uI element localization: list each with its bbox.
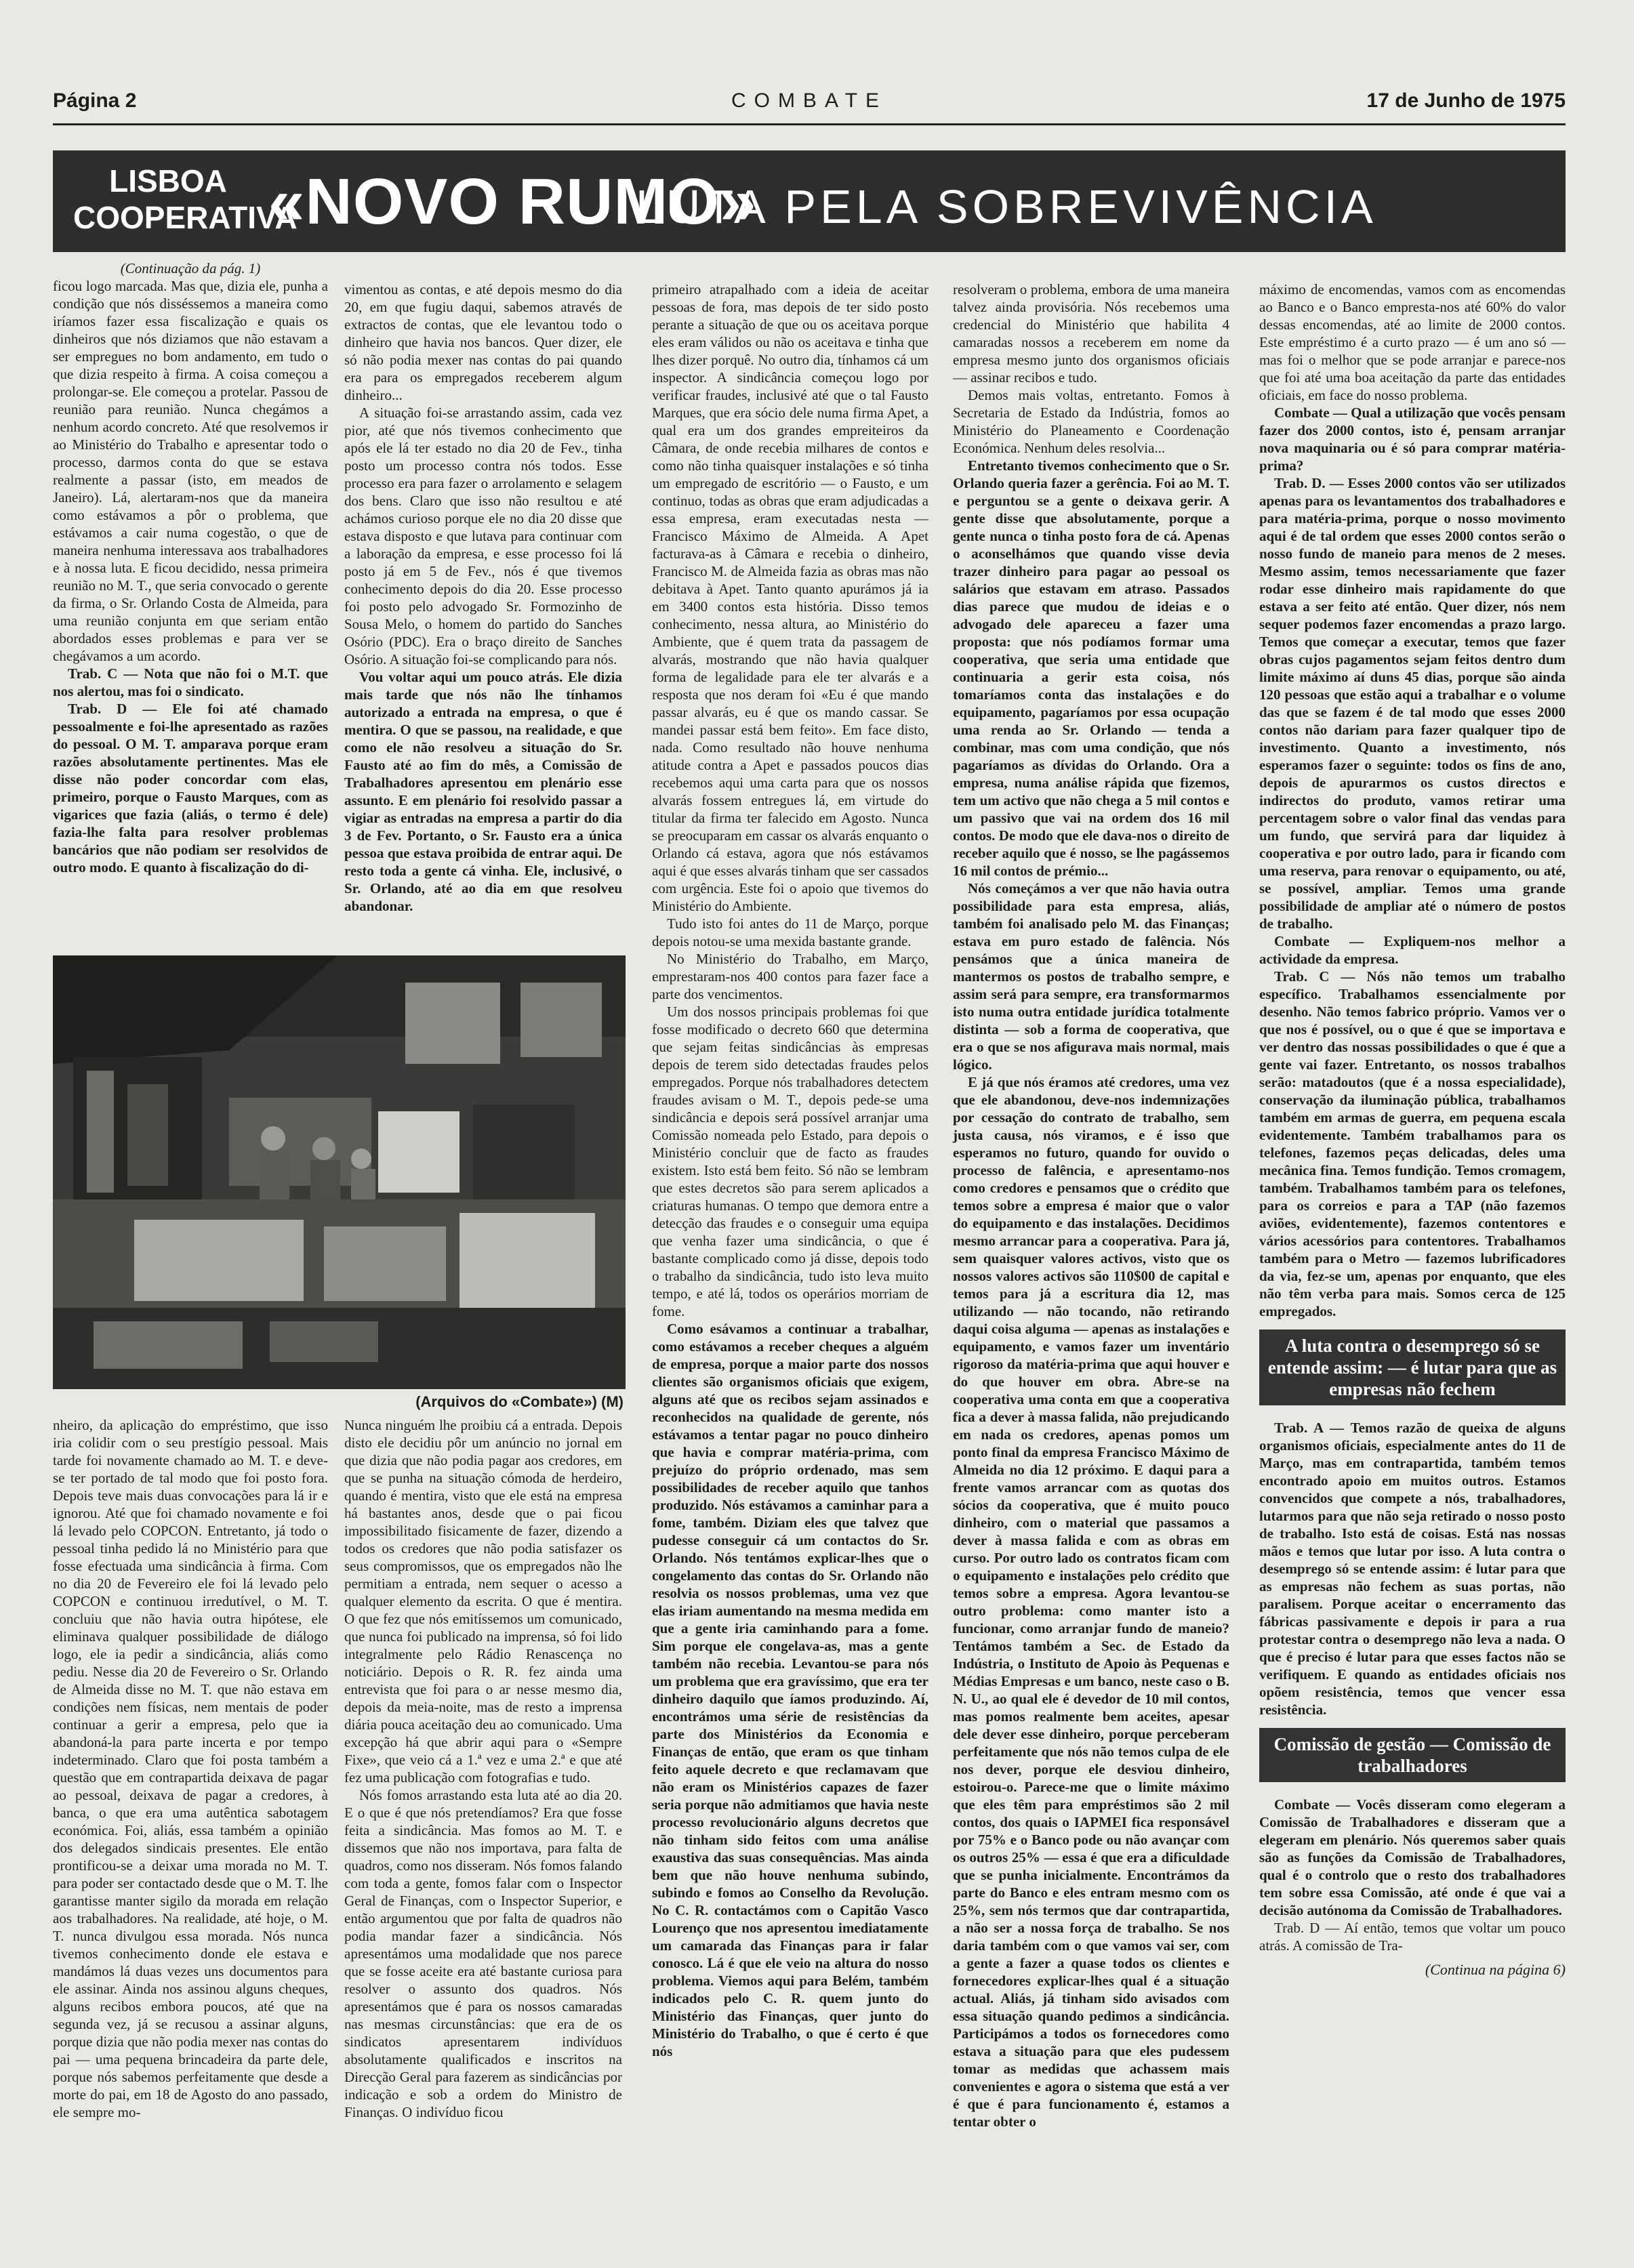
kicker-line-2: COOPERATIVA bbox=[73, 200, 298, 235]
headline-kicker bbox=[73, 163, 298, 236]
paragraph: primeiro atrapalhado com a ideia de aceitar pessoas de fora, mas depois de ter sido posto perante a situação de que ou os aceitava porque eles eram válidos ou não os aceitava e tinha que lhes dizer porquê. No outro dia, tínhamos cá um inspector. A sindicância começou logo por verificar fraudes, inclusivé até que o tal Fausto Marques, que era sócio dele numa firma Apet, a qual era um dos grandes empreiteiros da Câmara, de onde recebia milhares de contos e como não tinha quaisquer instalações e só tinha um empregado de escritório — o Fausto, e um continuo, todas as obras que eram adjudicadas a essa empresa, eram executadas nesta — Francisco Máximo de Almeida. A Apet facturava-as à Câmara e recebia o dinheiro, Francisco M. de Almeida fazia as obras mas não debitava à Apet. Tanto quanto apurámos já ia em 3400 contos esta história. Disso temos conhecimento, nessa altura, ao Ministério do Ambiente, que é quem trata da passagem de alvarás, mostrando que não havia qualquer forma de legalidade para ele ter alvarás e a resposta que nos deram foi «Eu é que mando passar alvarás, eu é que os mando cassar. Se mandei passar está bem feito». Em face disto, nada. Como resultado não houve nenhuma atitude contra a Apet e passados poucos dias recebemos aqui uma carta para que os nossos alvarás fossem entregues lá, em virtude do titular da firma ter falecido em Agosto. Nunca se preocuparam em cassar os alvarás enquanto o Orlando cá estava, agora que nós estávamos aqui é que esses alvarás tinham que ser cassados com urgência. Este foi o apoio que tivemos do Ministério do Ambiente. bbox=[652, 281, 928, 914]
column-3 bbox=[652, 281, 928, 2060]
column-2 bbox=[344, 281, 622, 915]
paragraph: máximo de encomendas, vamos com as encomendas ao Banco e o Banco empresta-nos até 60% do valor dessas encomendas, até ao limite de 2000 contos. Este empréstimo é a curto prazo — é um ano só — mas foi o melhor que se pode arranjar e parece-nos que foi até uma boa aceitação da parte das entidades oficiais, em face do nosso problema. bbox=[1259, 281, 1566, 403]
continued-to: (Continua na página 6) bbox=[1425, 1961, 1566, 1978]
paragraph: nheiro, da aplicação do empréstimo, que isso iria colidir com o seu prestígio pessoal. Mais tarde foi novamente chamado ao M. T. e deve-se ter portado de tal modo que foi posto fora. Depois teve mais duas convocações para lá ir e ignorou. Até que foi chamado novamente e foi lá levado pelo COPCON. Entretanto, já todo o pessoal tinha pedido lá no Ministério para que fosse efectuada uma sindicância à firma. Com no dia 20 de Fevereiro ele foi lá levado pelo COPCON e continuou irredutível, o M. T. concluiu que não havia outra hipótese, ele eliminava qualquer possibilidade de diálogo logo, ele ia pedir a sindicância, aliás como pediu. Nesse dia 20 de Fevereiro o Sr. Orlando de Almeida disse no M. T. que não estava em condições nem físicas, nem mentais de poder continuar a gerir a empresa, pelo que ia abandoná-la para parte incerta e por tempo indeterminado. Claro que foi posta também a questão que em contrapartida deixava de pagar ao pessoal, deixava de pagar a credores, à banca, o que era uma autêntica sabotagem económica. Foi, aliás, essa também a opinião dos delegados sindicais presentes. Ele então prontificou-se a deixar uma morada no M. T. para poder ser contactado desde que o M. T. lhe garantisse manter sigilo da morada em relação aos trabalhadores. Na realidade, até hoje, o M. T. nunca divulgou essa morada. Nós nunca tivemos conhecimento donde ele estava e mandámos lá duas vezes uns documentos para ele assinar. Ainda nos assinou alguns cheques, alguns recibos embora poucos, até que na segunda vez, já se recusou a assinar alguns, porque dizia que não podia mexer nas contas do pai — uma pequena brincadeira da parte dele, porque nós sabemos perfeitamente que desde a morte do pai, em 18 de Agosto do ano passado, ele sempre mo- bbox=[53, 1417, 328, 2120]
page-number: Página 2 bbox=[53, 89, 137, 112]
photo-caption: (Arquivos do «Combate») (M) bbox=[415, 1393, 624, 1410]
column-1-bottom bbox=[53, 1416, 328, 2121]
paragraph: Como esávamos a continuar a trabalhar, como estávamos a receber cheques a alguém de empresa, porque a maior parte dos nossos clientes são organismos oficiais que exigem, alguns até que os recibos sejam assinados e reconhecidos na qualidade de gerente, nós estávamos a tentar pagar no pouco dinheiro que havia e comprar matéria-prima, com prejuízo do próprio ordenado, mas sem possibilidades de receber aquilo que tanhos produzido. Nós estávamos a caminhar para a fome, também. Diziam eles que talvez que pudesse conseguir cá um contactos do Sr. Orlando. Nós tentámos explicar-lhes que o congelamento das contas do Sr. Orlando não resolvia os nossos problemas, uma vez que elas iriam aumentando na mesma medida em que a gente iria caminhando para a fome. Sim porque ele congelava-as, mas a gente também não recebia. Levantou-se para nós um problema que era gravíssimo, que era ter dinheiro daquilo que íamos produzindo. Aí, encontrámos uma série de resistências da parte dos Ministérios da Economia e Finanças de então, que eram os que tinham feito aquele decreto e que reclamavam que não eram os Ministérios capazes de fazer seria porque não admitiamos que havia neste processo revolucionário alguns decretos que não tinham sido feitos com uma análise exaustiva das suas consequências. Mas ainda bem que não houve nenhuma subindo, subindo e fomos ao Conselho da Revolução. No C. R. contactámos com o Capitão Vasco Lourenço que nos apresentou imediatamente um camarada das Finanças para ir falar conosco. Lá é que ele veio na altura do nosso problema. Viemos aqui para Belém, também indicados pelo C. R. quem junto do Ministério das Finanças, quer junto do Ministério do Trabalho, o que é certo é que nós bbox=[652, 1321, 928, 2059]
paragraph: Trab. D — Ele foi até chamado pessoalmente e foi-lhe apresentado as razões do pessoal. O M. T. amparava porque eram razões absolutamente pertinentes. Mas ele disse não poder concordar com elas, primeiro, porque o Fausto Marques, com as vigarices que fazia (aliás, o termo é dele) fazia-lhe falta para resolver problemas bancários que não podiam ser resolvidos de outro modo. E quanto à fiscalização do di- bbox=[53, 701, 328, 875]
paragraph: Trab. D — Aí então, temos que voltar um pouco atrás. A comissão de Tra- bbox=[1259, 1920, 1566, 1954]
subheading-box: Comissão de gestão — Comissão de trabalhadores bbox=[1259, 1728, 1566, 1782]
headline-main: «NOVO RUMO» bbox=[268, 165, 757, 238]
interview-question: Combate — Qual a utilização que vocês pensam fazer dos 2000 contos, isto é, pensam arranjar nova maquinaria ou é só para comprar matéria-prima? bbox=[1259, 405, 1566, 474]
column-1 bbox=[53, 260, 328, 876]
paragraph: Nós começámos a ver que não havia outra possibilidade para esta empresa, aliás, também foi analisado pelo M. das Finanças; estava em puro estado de falência. Nós pensámos que a única maneira de mantermos os postos de trabalho sempre, e assim será para sempre, era transformarmos isto numa outra entidade jurídica totalmente distinta — sob a forma de cooperativa, que era o que se nos afigurava mais normal, mais lógico. bbox=[953, 880, 1229, 1073]
paragraph: Nós fomos arrastando esta luta até ao dia 20. E o que é que nós pretendíamos? Era que fosse feita a sindicância. Mas fomos ao M. T. e dissemos que não nos importava, para falta de quadros, como nos disseram. Nós fomos falando com toda a gente, fomos falar com o Inspector Geral de Finanças, com o Inspector Superior, e então argumentou que por falta de quadros não podia mandar fazer a sindicância. Nós apresentámos uma modalidade que nos parece que se fosse aceite era até bastante curiosa para resolver o assunto dos quadros. Nós apresentámos que é para os nossos camaradas nas mesmas circunstâncias: que era de os sindicatos apresentarem indivíduos absolutamente qualificados e inscritos na Direcção Geral para fazerem as sindicâncias por indicação e sob a ordem do Ministro de Finanças. O indivíduo ficou bbox=[344, 1787, 622, 2120]
column-5 bbox=[1259, 281, 1566, 1979]
interview-question: Combate — Vocês disseram como elegeram a Comissão de Trabalhadores e disseram que a elegeram em plenário. Nós queremos saber quais são as funções da Comissão de Trabalhadores, qual é o controlo que o resto dos trabalhadores tem sobre essa Comissão, até onde é que vai a decisão autónoma da Comissão de Trabalhadores. bbox=[1259, 1796, 1566, 1918]
column-2-bottom bbox=[344, 1416, 622, 2121]
paragraph: Demos mais voltas, entretanto. Fomos à Secretaria de Estado da Indústria, fomos ao Ministério do Planeamento e Coordenação Económica. Nenhum deles resolvia... bbox=[953, 387, 1229, 456]
newspaper-name: COMBATE bbox=[731, 89, 888, 112]
pull-quote-box: A luta contra o desemprego só se entende assim: — é lutar para que as empresas não fechem bbox=[1259, 1329, 1566, 1405]
continued-from: (Continuação da pág. 1) bbox=[120, 260, 261, 276]
paragraph: A situação foi-se arrastando assim, cada vez pior, até que nós tivemos conhecimento que após ele lá ter estado no dia 20 de Fev., tinha posto um processo contra nós todos. Esse processo era para fazer o arrolamento e selagem dos bens. Claro que isso não resultou e até achámos curioso porque ele no dia 20 disse que estava disposto e que lutava para continuar com a laboração da empresa, e esse processo foi lá posto já em 5 de Fev., nós é que tivemos conhecimento depois do dia 20. Esse processo foi posto pelo advogado Sr. Formozinho de Sousa Melo, o homem do partido do Sanches Osório (PDC). Era o braço direito de Sanches Osório. A situação foi-se complicando para nós. bbox=[344, 405, 622, 667]
workshop-photo-image bbox=[53, 955, 626, 1389]
paragraph: resolveram o problema, embora de uma maneira talvez ainda provisória. Nós recebemos uma credencial do Ministério que habilita 4 camaradas nossos a receberem em nome da empresa mesmo junto dos organismos oficiais — assinar recibos e tudo. bbox=[953, 281, 1229, 386]
paragraph: Vou voltar aqui um pouco atrás. Ele dizia mais tarde que nós não lhe tínhamos autorizado a entrada na empresa, o que é mentira. O que se passou, na realidade, e que como ele não resolveu a situação do Sr. Fausto até ao fim do mês, a Comissão de Trabalhadores apresentou em plenário esse assunto. E em plenário foi resolvido passar a vigiar as entradas na empresa a partir do dia 3 de Fev. Portanto, o Sr. Fausto era a única pessoa que estava proibida de entrar aqui. De resto toda a gente cá vinha. Ele, inclusivé, o Sr. Orlando, até ao dia em que resolveu abandonar. bbox=[344, 669, 622, 914]
paragraph: ficou logo marcada. Mas que, dizia ele, punha a condição que nós disséssemos a maneira como iríamos fazer essa fiscalização e quais os dinheiros que nós diziamos que não estavam a ser empregues no bom andamento, em tudo o que dizia respeito à firma. A coisa começou a prolongar-se. Ele começou a protelar. Passou de reunião para reunião. Nunca chegámos a nenhum acordo concreto. Até que resolvemos ir ao Ministério do Trabalho e apresentar todo o processo, darmos conta do que se estava realmente a passar (isto, em meados de Janeiro). Lá, alertaram-nos que da maneira como estávamos a pôr o problema, que estávamos a cair numa cogestão, o que de maneira nenhuma interessava aos trabalhadores e à nossa luta. E ficou decidido, nessa primeira reunião no M. T., que seria convocado o gerente da firma, o Sr. Orlando Costa de Almeida, para uma reunião conjunta em que seriam então abordados esses problemas e para ver se chegávamos a um acordo. bbox=[53, 278, 328, 664]
paragraph: Trab. A — Temos razão de queixa de alguns organismos oficiais, especialmente antes do 11 de Março, mas em contrapartida, também temos encontrado apoio em muitos outros. Estamos convencidos que compete a nós, trabalhadores, lutarmos para que não seja retirado o nosso posto de trabalho. Isto está de coisas. Está nas nossas mãos e temos que lutar por isso. A luta contra o desemprego só se entende assim: é lutar para que as empresas não fechem as suas portas, não paralisem. Porque aceitar o encerramento das fábricas passivamente e depois ir para a rua protestar contra o desemprego não leva a nada. O que é preciso é lutar para que esses factos não se verifiquem. E quando as entidades oficiais nos opõem resistência, temos que vencer essa resistência. bbox=[1259, 1420, 1566, 1718]
header-rule bbox=[53, 123, 1566, 125]
paragraph: Trab. D. — Esses 2000 contos vão ser utilizados apenas para os levantamentos dos trabalhadores e para matéria-prima, porque o nosso movimento aqui é de tal ordem que esses 2000 contos serão o nosso fundo de maneio para menos de 2 meses. Mesmo assim, temos necessariamente que fazer rodar esse dinheiro mais rapidamente do que estava a ser feito até então. Quer dizer, nós nem sequer podemos fazer encomendas a prazo largo. Temos que começar a executar, temos que fazer obras cujos pagamentos sejam feitos dentro dum limite máximo aí duns 45 dias, porque são ainda 120 pessoas que estão aqui a trabalhar e o volume das que se fazem é de tal modo que esses 2000 contos não dariam para fazer qualquer tipo de investimento. Quanto a investimento, nós esperamos fazer o seguinte: todos os fins de ano, depois de apurarmos os custos directos e indirectos do produto, vamos retirar uma percentagem sobre o valor final das vendas para um fundo, que servirá para dar liquidez à cooperativa e por outro lado, para ir ficando com uma reserva, para renovar o equipamento, ou até, se possível, ampliar. Temos uma grande possibilidade de ampliar até o número de postos de trabalho. bbox=[1259, 475, 1566, 932]
paragraph: E já que nós éramos até credores, uma vez que ele abandonou, deve-nos indemnizações por cessação do contrato de trabalho, sem justa causa, nós viramos, e é isso que esperamos no futuro, quando for ouvido o processo de falência, e apresentamo-nos como credores e pensamos que o crédito que temos sobre a empresa é maior que o valor do equipamento e das instalações. Decidimos mesmo arrancar para a cooperativa. Para já, sem quaisquer valores activos, visto que os nossos valores activos são 110$00 de capital e temos para já a escritura dia 12, mas utilizando — não tocando, não retirando daqui coisa alguma — apenas as instalações e equipamento, e vamos fazer um inventário rigoroso da matéria-prima que aqui houver e do que houver em obra. Abre-se na cooperativa uma conta em que a cooperativa fica a dever à massa falida, não prejudicando em nada os credores, apenas pomos um ponto final da empresa Francisco Máximo de Almeida no dia 12 próximo. E daqui para a frente vamos arrancar com as quotas dos sócios da cooperativa, que é muito pouco dinheiro, com o material que passamos a dever à massa falida e com as obras em curso. Por outro lado os contratos ficam com o equipamento e instalações pelo crédito que temos sobre a empresa. Agora levantou-se outro problema: como manter isto a funcionar, como arranjar fundo de maneio? Tentámos também a Sec. de Estado da Indústria, o Instituto de Apoio às Pequenas e Médias Empresas e um banco, neste caso o B. N. U., ao qual ele é devedor de 10 mil contos, mas pomos realmente bem aceites, apesar dele dever esse dinheiro, porque perceberam perfeitamente que nós não temos culpa de ele nos dever, porque ele desviou dinheiro, estoirou-o. Parece-me que o limite máximo que eles têm para empréstimos são 2 mil contos, dos quais o IAPMEI fica responsável por 75% e o Banco pode ou não avançar com os outros 25% — essa é que era a dificuldade que se punha inicialmente. Encontrámos da parte do Banco e eles entram mesmo com os 25%, sem nós termos que dar contrapartida, a não ser a nossa força de trabalho. Se nos daria também com o que vamos vai ser, com a gente a fazer a quase todos os clientes e fornecedores explicar-lhes qual é a situação actual. Aliás, já tinham sido avisados com essa situação quando pedimos a sindicância. Participámos a todos os fornecedores como estava a situação para que eles pudessem tomar as medidas que achassem mais convenientes e agora o sistema que está a ver é que é para funcionamento é, estamos a tentar obter o bbox=[953, 1074, 1229, 2130]
paragraph: No Ministério do Trabalho, em Março, emprestaram-nos 400 contos para fazer face a parte dos vencimentos. bbox=[652, 951, 928, 1002]
kicker-line-1: LISBOA bbox=[109, 163, 227, 199]
headline-banner bbox=[53, 150, 1566, 252]
interview-question: Combate — Expliquem-nos melhor a actividade da empresa. bbox=[1259, 933, 1566, 967]
paragraph: Tudo isto foi antes do 11 de Março, porque depois notou-se uma mexida bastante grande. bbox=[652, 915, 928, 949]
paragraph: vimentou as contas, e até depois mesmo do dia 20, em que fugiu daqui, sabemos através de extractos de contas, que ele levantou todo o dinheiro que havia nos bancos. Quer dizer, ele só não podia mexer nas contas do pai quando era para os empregados receberem algum dinheiro... bbox=[344, 281, 622, 403]
paragraph: Um dos nossos principais problemas foi que fosse modificado o decreto 660 que determina que sejam feitas sindicâncias às empresas depois de terem sido detectadas fraudes pelos empregados. Porque nós trabalhadores detectem fraudes avisam o M. T., depois pede-se uma sindicância e depois será possível arranjar uma Comissão nomeada pelo Estado, para depois o Ministério concluir que de facto as fraudes existem. Isto está bem feito. Só não se lembram que estes decretos são para serem aplicados a criaturas humanas. O tempo que demora entre a detecção das fraudes e o conseguir uma equipa que venha fazer uma sindicância, o que é bastante complicado como já disse, depois todo o trabalho da sindicância, tudo isto leva muito tempo, e até lá, todos os operários morriam de fome. bbox=[652, 1004, 928, 1319]
column-4 bbox=[953, 281, 1229, 2130]
workshop-photo bbox=[53, 955, 626, 1389]
paragraph: Trab. C — Nota que não foi o M.T. que nos alertou, mas foi o sindicato. bbox=[53, 665, 328, 699]
paragraph: Entretanto tivemos conhecimento que o Sr. Orlando queria fazer a gerência. Foi ao M. T. e perguntou se a gente o deixava gerir. A gente disse que absolutamente, porque a gente nunca o tinha posto fora de cá. Apenas o aconselhámos que quando visse devia trazer dinheiro para pagar ao pessoal os salários que estavam em atraso. Passados dias parece que mudou de ideias e o advogado dele apareceu a fazer uma proposta: que nós podíamos formar uma cooperativa, que seria uma entidade que continuaria a gerir esta coisa, nós tomaríamos conta das instalações e do equipamento, pagaríamos por essa ocupação uma renda ao Sr. Orlando — tenda a combinar, mas com uma condição, que nós pagaríamos as dívidas do Orlando. Ora a empresa, numa análise rápida que fizemos, tem um activo que não chega a 5 mil contos e um passivo que vai na ordem dos 16 mil contos. De modo que ele dava-nos o direito de receber aquilo que é nosso, se lhe pagássemos 16 mil contos de prémio... bbox=[953, 457, 1229, 879]
paragraph: Trab. C — Nós não temos um trabalho específico. Trabalhamos essencialmente por desenho. Não temos fabrico próprio. Vamos ver o que nos é possível, ou o que é que se importava e ver dentro das nossas possibilidades o que é que a gente vai fazer. Entretanto, os nossos trabalhos serão: matadoutos (que é a nossa especialidade), conservação da iluminação pública, trabalhamos também em armas de guerra, em pequena escala evidentemente. Também trabalhamos para os telefones, fazemos peças delicadas, deles uma mecânica fina. Temos fundição. Temos cromagem, também. Trabalhamos também para os telefones, para os correios e para a TAP (não fazemos aviões, evidentemente), fazemos contentores e vários acessórios para contentores. Trabalhamos também para o Metro — fazemos lubrificadores da via, fez-se um, apenas por enquanto, que eles não têm verba para mais. Somos cerca de 125 empregados. bbox=[1259, 968, 1566, 1319]
page-header bbox=[53, 89, 1566, 125]
headline-sub: LUTA PELA SOBREVIVÊNCIA bbox=[636, 180, 1377, 233]
issue-date: 17 de Junho de 1975 bbox=[1366, 89, 1566, 112]
paragraph: Nunca ninguém lhe proibiu cá a entrada. Depois disto ele decidiu pôr um anúncio no jornal em que dizia que não podia pagar aos credores, em que se punha na situação cómoda de herdeiro, quando é mentira, visto que ele está na empresa há bastantes anos, desde que o pai ficou impossibilitado fisicamente de fazer, dizendo a todos os credores que não podia satisfazer os seus compromissos, que os empregados não lhe permitiam a entrada, nem sequer o acesso a qualquer elemento da escrita. O que é mentira. O que fez que nós emitíssemos um comunicado, que nunca foi publicado na imprensa, só foi lido integralmente pelo Rádio Renascença no noticiário. Depois o R. R. fez ainda uma entrevista que foi para o ar nesse mesmo dia, depois da meia-noite, mas de resto a imprensa diária pouca aceitação deu ao comunicado. Uma excepção há que abrir aqui para o «Sempre Fixe», que veio cá a 1.ª vez e uma 2.ª e que até fez uma publicação com fotografias e tudo. bbox=[344, 1417, 622, 1786]
